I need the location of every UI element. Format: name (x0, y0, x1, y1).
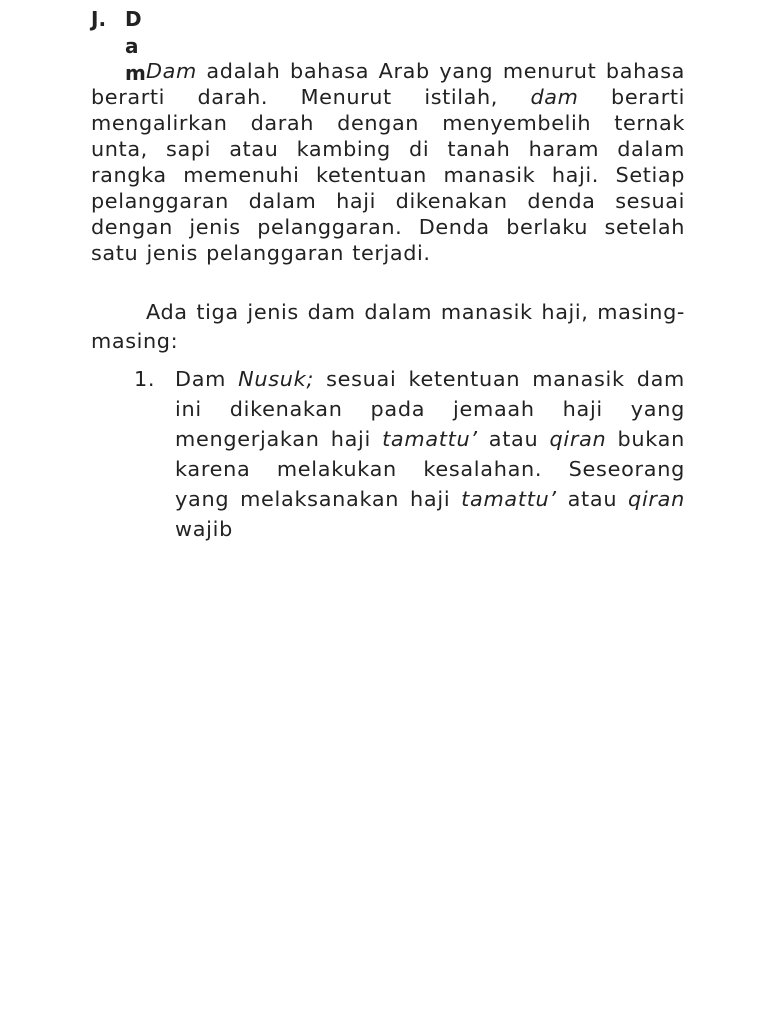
paragraph-types-intro (91, 298, 685, 356)
section-number: J. (91, 7, 107, 31)
term-dam-istilah: dam (530, 85, 579, 109)
list-item-text: atau (556, 487, 629, 511)
list-item-text: wajib (175, 517, 234, 541)
paragraph-text: berarti mengalirkan darah dengan menyembelih ternak unta, sapi atau kambing di tanah haram dalam rangka memenuhi ketentuan manasik haji. Setiap pelanggaran dalam haji dikenakan denda sesuai dengan jenis pelanggaran. Denda berlaku setelah satu jenis pelanggaran terjadi. (91, 85, 685, 265)
paragraph-text: adalah bahasa Arab yang menurut bahasa berarti darah. Menurut istilah, (91, 59, 685, 109)
term-dam: Dam (146, 59, 197, 83)
list-item-text: bukan karena melakukan kesalahan. Seseorang yang melaksanakan haji (175, 427, 686, 511)
dam-types-list (91, 364, 685, 544)
list-item (91, 364, 685, 544)
term-nusuk: Nusuk; (238, 367, 315, 391)
term-qiran: qiran (628, 487, 686, 511)
list-item-text: Dam (175, 367, 239, 391)
term-tamattu: tamattu’ (461, 487, 557, 511)
term-qiran: qiran (549, 427, 607, 451)
list-item-text: sesuai ketentuan manasik dam ini dikenakan pada jemaah haji yang mengerjakan haji (175, 367, 685, 451)
term-tamattu: tamattu’ (382, 427, 478, 451)
paragraph-definition (91, 58, 685, 266)
paragraph-text: Ada tiga jenis dam dalam manasik haji, masing- masing: (91, 300, 685, 353)
list-item-number: 1. (134, 367, 156, 391)
section-title: Dam (125, 7, 147, 85)
list-item-text: atau (477, 427, 550, 451)
